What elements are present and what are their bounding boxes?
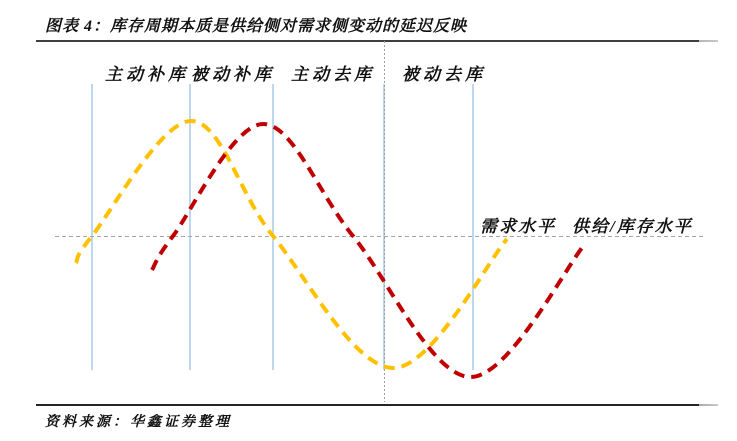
figure-title: 图表 4：库存周期本质是供给侧对需求侧变动的延迟反映 [45,18,468,35]
phase-label-active-destock: 主动去库 [291,65,375,84]
legend-item-demand: 需求水平 [480,217,556,236]
source-note: 资料来源：华鑫证券整理 [45,415,232,430]
phase-label-passive-destock: 被动去库 [402,65,486,84]
supply-inventory-curve [152,124,585,377]
legend-item-supply-inventory: 供给/库存水平 [572,217,693,236]
bottom-divider [36,404,718,406]
phase-label-passive-restock: 被动补库 [191,65,275,84]
phase-label-active-restock: 主动补库 [105,65,189,84]
legend [480,212,693,237]
demand-curve [76,121,507,368]
